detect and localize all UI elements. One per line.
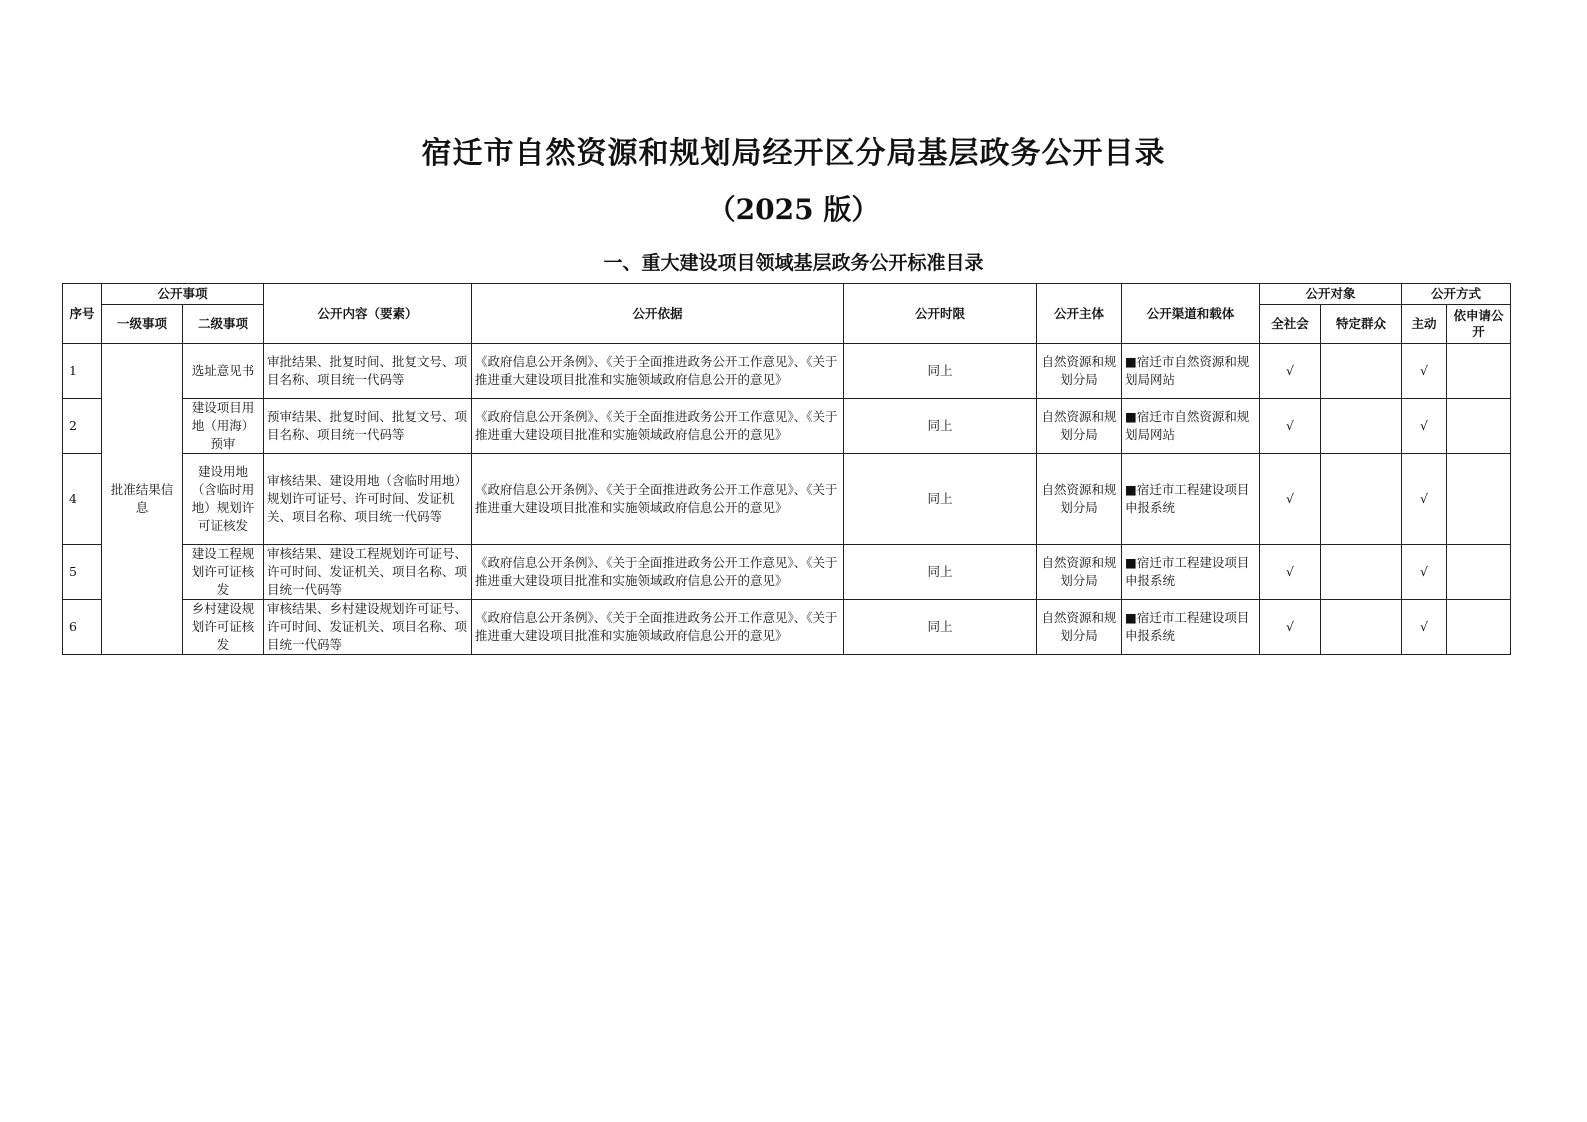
level2-item: 选址意见书 [183,344,264,399]
header-level1: 一级事项 [102,305,183,344]
header-content: 公开内容（要素） [264,284,472,344]
disclosure-subject: 自然资源和规划分局 [1037,399,1122,454]
table-row [63,600,1511,655]
specific-group-mark [1321,545,1402,600]
disclosure-content: 审核结果、建设工程规划许可证号、许可时间、发证机关、项目名称、项目统一代码等 [264,545,472,600]
header-active: 主动 [1402,305,1447,344]
header-audience: 公开对象 [1260,284,1402,305]
disclosure-content: 审核结果、乡村建设规划许可证号、许可时间、发证机关、项目名称、项目统一代码等 [264,600,472,655]
specific-group-mark [1321,399,1402,454]
document-title: 宿迁市自然资源和规划局经开区分局基层政务公开目录 [421,136,1166,171]
table-row [63,344,1511,399]
disclosure-basis: 《政府信息公开条例》、《关于全面推进政务公开工作意见》、《关于推进重大建设项目批准和实施领域政府信息公开的意见》 [472,399,844,454]
table-row [63,545,1511,600]
specific-group-mark [1321,344,1402,399]
disclosure-channel: ■宿迁市工程建设项目申报系统 [1122,600,1260,655]
header-all-society: 全社会 [1260,305,1321,344]
by-request-mark [1447,545,1511,600]
header-basis: 公开依据 [472,284,844,344]
level1-item: 批准结果信息 [102,344,183,655]
disclosure-subject: 自然资源和规划分局 [1037,454,1122,545]
all-society-mark: √ [1260,545,1321,600]
disclosure-channel: ■宿迁市自然资源和规划局网站 [1122,344,1260,399]
level2-item: 建设用地（含临时用地）规划许可证核发 [183,454,264,545]
section-heading: 一、重大建设项目领域基层政务公开标准目录 [603,252,984,274]
level2-item: 乡村建设规划许可证核发 [183,600,264,655]
active-mark: √ [1402,344,1447,399]
active-mark: √ [1402,454,1447,545]
active-mark: √ [1402,600,1447,655]
header-channel: 公开渠道和载体 [1122,284,1260,344]
disclosure-channel: ■宿迁市工程建设项目申报系统 [1122,545,1260,600]
disclosure-channel: ■宿迁市工程建设项目申报系统 [1122,454,1260,545]
disclosure-content: 审批结果、批复时间、批复文号、项目名称、项目统一代码等 [264,344,472,399]
time-limit: 同上 [844,399,1037,454]
header-specific-group: 特定群众 [1321,305,1402,344]
level2-item: 建设项目用地（用海）预审 [183,399,264,454]
by-request-mark [1447,600,1511,655]
header-time-limit: 公开时限 [844,284,1037,344]
row-seq: 5 [63,545,102,600]
header-seq: 序号 [63,284,102,344]
all-society-mark: √ [1260,399,1321,454]
disclosure-content: 审核结果、建设用地（含临时用地）规划许可证号、许可时间、发证机关、项目名称、项目统一代码等 [264,454,472,545]
time-limit: 同上 [844,600,1037,655]
header-subject: 公开主体 [1037,284,1122,344]
by-request-mark [1447,454,1511,545]
active-mark: √ [1402,545,1447,600]
header-by-request: 依申请公开 [1447,305,1511,344]
all-society-mark: √ [1260,600,1321,655]
disclosure-subject: 自然资源和规划分局 [1037,344,1122,399]
disclosure-channel: ■宿迁市自然资源和规划局网站 [1122,399,1260,454]
by-request-mark [1447,344,1511,399]
specific-group-mark [1321,454,1402,545]
row-seq: 4 [63,454,102,545]
disclosure-basis: 《政府信息公开条例》、《关于全面推进政务公开工作意见》、《关于推进重大建设项目批准和实施领域政府信息公开的意见》 [472,600,844,655]
all-society-mark: √ [1260,454,1321,545]
by-request-mark [1447,399,1511,454]
disclosure-content: 预审结果、批复时间、批复文号、项目名称、项目统一代码等 [264,399,472,454]
time-limit: 同上 [844,454,1037,545]
table-row [63,399,1511,454]
table-row [63,454,1511,545]
document-edition: （2025 版） [707,193,880,226]
row-seq: 2 [63,399,102,454]
time-limit: 同上 [844,545,1037,600]
active-mark: √ [1402,399,1447,454]
disclosure-catalog-table [62,283,1511,655]
row-seq: 1 [63,344,102,399]
time-limit: 同上 [844,344,1037,399]
disclosure-subject: 自然资源和规划分局 [1037,600,1122,655]
all-society-mark: √ [1260,344,1321,399]
disclosure-basis: 《政府信息公开条例》、《关于全面推进政务公开工作意见》、《关于推进重大建设项目批准和实施领域政府信息公开的意见》 [472,454,844,545]
level2-item: 建设工程规划许可证核发 [183,545,264,600]
header-method: 公开方式 [1402,284,1511,305]
disclosure-basis: 《政府信息公开条例》、《关于全面推进政务公开工作意见》、《关于推进重大建设项目批准和实施领域政府信息公开的意见》 [472,545,844,600]
header-items: 公开事项 [102,284,264,305]
disclosure-subject: 自然资源和规划分局 [1037,545,1122,600]
specific-group-mark [1321,600,1402,655]
disclosure-basis: 《政府信息公开条例》、《关于全面推进政务公开工作意见》、《关于推进重大建设项目批准和实施领域政府信息公开的意见》 [472,344,844,399]
row-seq: 6 [63,600,102,655]
header-level2: 二级事项 [183,305,264,344]
header-row-1 [63,284,1511,305]
